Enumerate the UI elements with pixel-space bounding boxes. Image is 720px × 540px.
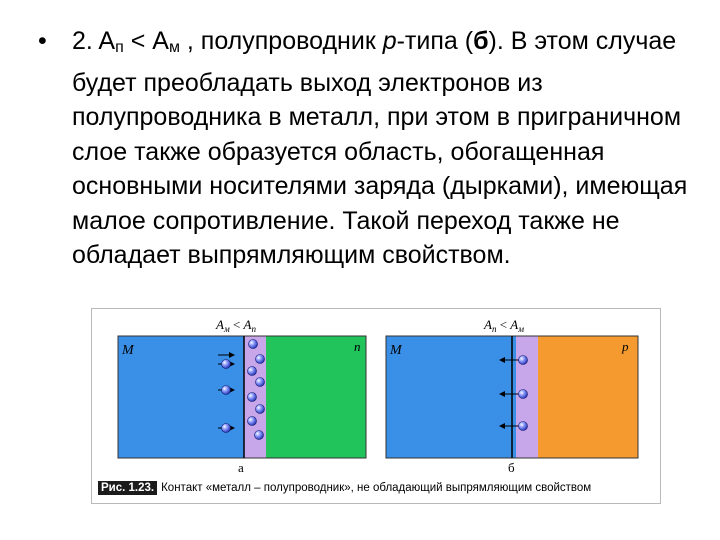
panel-a-semiconductor-region	[266, 336, 366, 458]
panel-b-metal-region	[386, 336, 516, 458]
text-lt: < A	[123, 27, 169, 55]
panel-a-electron	[256, 405, 265, 414]
panel-a-electron	[255, 431, 264, 440]
bullet-paragraph	[72, 24, 688, 273]
panel-a-electron	[248, 417, 257, 426]
figure-caption	[98, 482, 591, 494]
panel-b-metal-label: M	[390, 343, 402, 358]
figure-caption-text: Контакт «металл – полупроводник», не обладающий выпрямляющим свойством	[161, 482, 592, 494]
figure-caption-label: Рис. 1.23.	[98, 481, 157, 495]
panel-b-electron	[519, 422, 528, 431]
panel-b-semiconductor-region	[538, 336, 638, 458]
panel-b-electron	[519, 390, 528, 399]
text-mid: , полупроводник	[179, 27, 383, 55]
subscript-p: п	[115, 39, 124, 56]
text-ptype: p	[382, 27, 397, 55]
panel-a	[118, 317, 366, 475]
panel-a-electron	[248, 367, 257, 376]
panel-a-electron	[248, 393, 257, 402]
panel-a-electron	[256, 378, 265, 387]
panel-a-electron	[222, 360, 231, 369]
subscript-m: м	[168, 39, 180, 56]
panel-a-electron	[256, 355, 265, 364]
contact-diagram	[92, 309, 662, 505]
panel-b-formula: $A_п < A_м$	[484, 317, 524, 334]
text-rest: ). В этом случае будет преобладать выход электронов из полупроводника в металл, при этом в приграничном слое также образуется область, обогащенная основными носителями заряда (дырками), имеющая малое сопротивление. Такой переход также не обладает выпрямляющим свойством.	[72, 27, 688, 269]
panel-a-formula: $A_м < A_п$	[216, 317, 256, 334]
panel-a-electron	[249, 340, 258, 349]
panel-a-electron	[222, 386, 231, 395]
text-pre: 2. A	[72, 27, 116, 55]
panel-b-semi-label: p	[622, 339, 629, 354]
panel-a-electron	[222, 424, 231, 433]
panel-a-metal-label: M	[122, 343, 134, 358]
panel-b-label: б	[508, 460, 515, 475]
panel-b	[386, 317, 638, 475]
text-b: б	[473, 27, 489, 55]
panel-a-metal-region	[118, 336, 244, 458]
contact-diagram-figure	[91, 308, 661, 504]
panel-a-label: a	[238, 460, 244, 475]
slide-body-text	[38, 24, 688, 273]
panel-b-electron	[519, 356, 528, 365]
panel-a-semi-label: n	[354, 339, 361, 354]
text-post: -типа (	[396, 27, 474, 55]
bullet-marker: •	[38, 27, 47, 55]
